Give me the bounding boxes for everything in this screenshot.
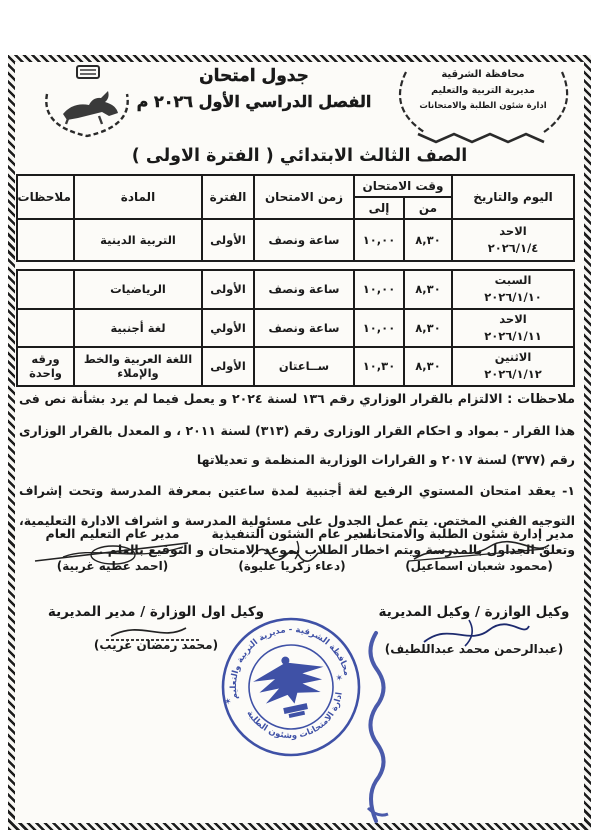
cell-period: الأولى [202,219,254,261]
table-row [17,347,574,386]
administration-name: ادارة شئون الطلبة والامتحانات [419,101,547,112]
directorate-name: مديرية التربية والتعليم [431,85,535,96]
notes-paragraph-2: ١- يعقد امتحان المستوي الرفيع لغة أجنبية لمدة ساعتين بمعرفة المدرسة وتحت إشراف التوجيه الفني المختص. يتم عمل الجدول على مسئولية المدرسة و اشراف الادارة التعليمية، وتعلق الجداول بالمدرسة ويتم اخطار الطلاب بموعد الامتحان و التوقيع بالعلم . [19,483,575,558]
signature-title: مدير إدارة شئون الطلبة والامتحانات [354,526,574,541]
cell-period: الأولي [202,309,254,348]
col-header-subject: المادة [74,175,202,219]
cell-note [17,270,74,309]
col-header-notes: ملاحظات [17,175,74,219]
signature-executive-affairs-director [205,526,380,573]
document-header [129,66,379,111]
cell-from: ٨,٣٠ [404,309,452,348]
day: الاثنين [494,350,532,364]
signature-title: مدير عام الشئون التنفيذية [211,526,373,541]
col-header-day-date: اليوم والتاريخ [452,175,574,219]
table-row [17,309,574,348]
stamp-top-text: محافظة الشرقية - مديرية التربية والتعليم [228,625,352,701]
directorate-laurel-emblem [384,58,582,154]
table-row [17,219,574,261]
cell-duration: ساعة ونصف [254,219,354,261]
date: ٢٠٢٦/١/١١ [484,328,542,343]
day: الاحد [499,311,527,326]
notes-label: ملاحظات : [507,392,575,407]
cell-to: ١٠,٠٠ [354,309,404,348]
exam-schedule-table-1 [16,174,575,262]
signature-name: (دعاء زكريا عليوة) [238,559,346,573]
signature-name: (احمد عطيه غربية) [56,559,169,573]
col-header-period: الفترة [202,175,254,219]
decorative-chain-border [8,55,591,830]
svg-text:✶: ✶ [223,696,233,709]
governorate-name: محافظة الشرقية [441,69,525,80]
signature-title: مدير عام التعليم العام [45,526,180,541]
cell-duration: ســاعتان [254,347,354,386]
semester-title: الفصل الدراسي الأول ٢٠٢٦ م [136,92,372,111]
directorate-emblem-text [398,66,568,114]
cell-to: ١٠,٣٠ [354,347,404,386]
cell-day-date [452,270,574,309]
cell-note: ورقه واحدة [17,347,74,386]
eagle-emblem-icon [249,649,332,724]
exam-schedule-table-2 [16,269,575,387]
cell-note [17,309,74,348]
exam-schedule-title: جدول امتحان [199,66,309,86]
col-header-duration: زمن الامتحان [254,175,354,219]
cell-subject: لغة أجنبية [74,309,202,348]
cell-from: ٨,٣٠ [404,219,452,261]
cell-day-date [452,309,574,348]
cell-subject: الرياضيات [74,270,202,309]
page-title: الصف الثالث الابتدائي ( الفترة الاولى ) [131,146,468,166]
date: ٢٠٢٦/١/١٠ [484,290,542,305]
notes-paragraph-1 [19,384,575,474]
cell-to: ١٠,٠٠ [354,270,404,309]
signature-name: (محمود شعبان اسماعيل) [405,559,553,573]
signature-deputy-directorate [374,604,574,656]
cell-subject: التربية الدينية [74,219,202,261]
table-row [17,270,574,309]
signature-title: وكيل اول الوزارة / مدير المديرية [47,604,265,620]
col-header-from: من [404,197,452,219]
signature-name: (محمد رمضان غريب) [93,638,219,652]
cell-from: ٨,٣٠ [404,347,452,386]
stamp-bottom-text: ادارة الامتحانات وشئون الطلبة [244,691,345,742]
cell-day-date [452,219,574,261]
col-header-exam-time: وقت الامتحان [354,175,452,197]
cell-from: ٨,٣٠ [404,270,452,309]
cell-period: الأولى [202,270,254,309]
signature-exams-director [354,526,574,573]
cell-period: الأولى [202,347,254,386]
blue-ink-signature-icon [354,628,394,828]
cell-to: ١٠,٠٠ [354,219,404,261]
cell-note [17,219,74,261]
cell-duration: ساعة ونصف [254,270,354,309]
date: ٢٠٢٦/١/١٢ [484,367,542,382]
signature-title: وكيل الوازرة / وكيل المديرية [378,604,570,620]
day: السبت [494,273,532,287]
cell-subject: اللغة العربية والخط والإملاء [74,347,202,386]
col-header-to: إلى [354,197,404,219]
governorate-horse-emblem-icon [33,64,141,146]
signatures-row-1 [25,526,574,573]
notes-text-1: الالتزام بالقرار الوزاري رقم ١٣٦ لسنة ٢٠٢٤ و يعمل فيما لم يرد بشأنة نص فى هذا القرار - بمواد و احكام القرار الوزارى رقم (٣١٣) لسنة ٢٠١١ ، و المعدل بالقرار الوزارى رقم (٣٧٧) لسنة ٢٠١٧ و القرارات الوزارية المنظمة و تعديلاتها [19,391,575,467]
svg-text:✶: ✶ [334,673,345,685]
day: الاحد [499,223,527,238]
cell-day-date [452,347,574,386]
signature-general-education-director [25,526,200,573]
cell-duration: ساعة ونصف [254,309,354,348]
document-content-area [15,62,584,823]
signature-name: (عبدالرحمن محمد عبداللطيف) [384,642,564,656]
date: ٢٠٢٦/١/٤ [487,241,539,255]
svg-text:ادارة الامتحانات وشئون الطلبة [244,689,353,750]
